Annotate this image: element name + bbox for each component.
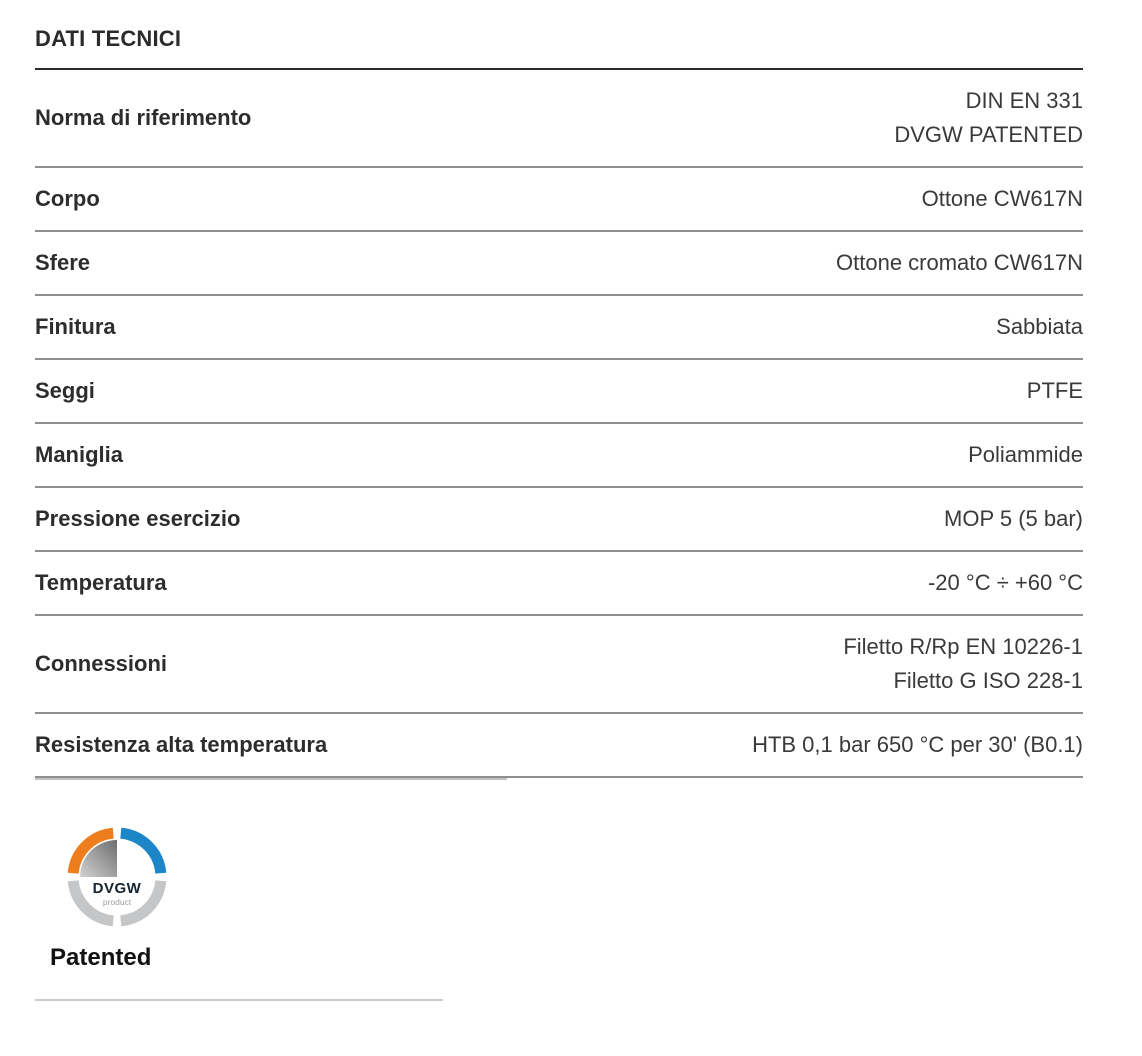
table-row <box>35 296 1083 360</box>
dvgw-logo-subtext: product <box>102 897 132 907</box>
table-row <box>35 488 1083 552</box>
row-value-line: -20 °C ÷ +60 °C <box>927 570 1083 595</box>
row-value <box>996 310 1083 344</box>
row-value <box>894 84 1083 152</box>
row-value-line: Poliammide <box>968 442 1083 467</box>
section-divider <box>35 999 443 1001</box>
table-row <box>35 70 1083 168</box>
table-row <box>35 714 1083 778</box>
page-title: DATI TECNICI <box>35 26 1083 70</box>
row-label: Maniglia <box>35 442 124 467</box>
row-label: Temperatura <box>35 570 167 595</box>
certification-section <box>35 778 507 1001</box>
row-label: Sfere <box>35 250 91 275</box>
row-value-line: PTFE <box>1026 378 1083 403</box>
row-label: Corpo <box>35 186 100 211</box>
row-label: Pressione esercizio <box>35 506 241 531</box>
row-value <box>843 630 1083 698</box>
row-label: Finitura <box>35 314 116 339</box>
row-value-line: MOP 5 (5 bar) <box>944 506 1083 531</box>
dvgw-logo-text: DVGW <box>92 880 142 897</box>
row-value-line: Ottone cromato CW617N <box>836 250 1083 275</box>
row-label: Seggi <box>35 378 95 403</box>
row-value <box>1027 374 1083 408</box>
row-value-line: Sabbiata <box>996 314 1083 339</box>
patented-caption: Patented <box>50 944 152 971</box>
row-value <box>752 728 1083 762</box>
row-value <box>922 182 1083 216</box>
row-value-line: Filetto G ISO 228-1 <box>893 668 1083 693</box>
dvgw-product-logo-icon <box>67 827 167 927</box>
technical-data-table <box>35 70 1083 778</box>
row-value <box>944 502 1083 536</box>
table-row <box>35 552 1083 616</box>
row-value-line: DVGW PATENTED <box>894 122 1083 147</box>
table-row <box>35 360 1083 424</box>
row-value-line: DIN EN 331 <box>965 88 1083 113</box>
row-value <box>928 566 1083 600</box>
table-row <box>35 168 1083 232</box>
table-row <box>35 232 1083 296</box>
table-row <box>35 424 1083 488</box>
row-label: Connessioni <box>35 651 168 676</box>
row-value <box>836 246 1083 280</box>
row-label: Norma di riferimento <box>35 105 252 130</box>
row-value-line: Ottone CW617N <box>921 186 1083 211</box>
row-value-line: HTB 0,1 bar 650 °C per 30' (B0.1) <box>752 732 1083 757</box>
row-value <box>968 438 1083 472</box>
ring-blue-quadrant <box>121 833 161 873</box>
row-label: Resistenza alta temperatura <box>35 732 328 757</box>
row-value-line: Filetto R/Rp EN 10226-1 <box>843 634 1083 659</box>
table-row <box>35 616 1083 714</box>
